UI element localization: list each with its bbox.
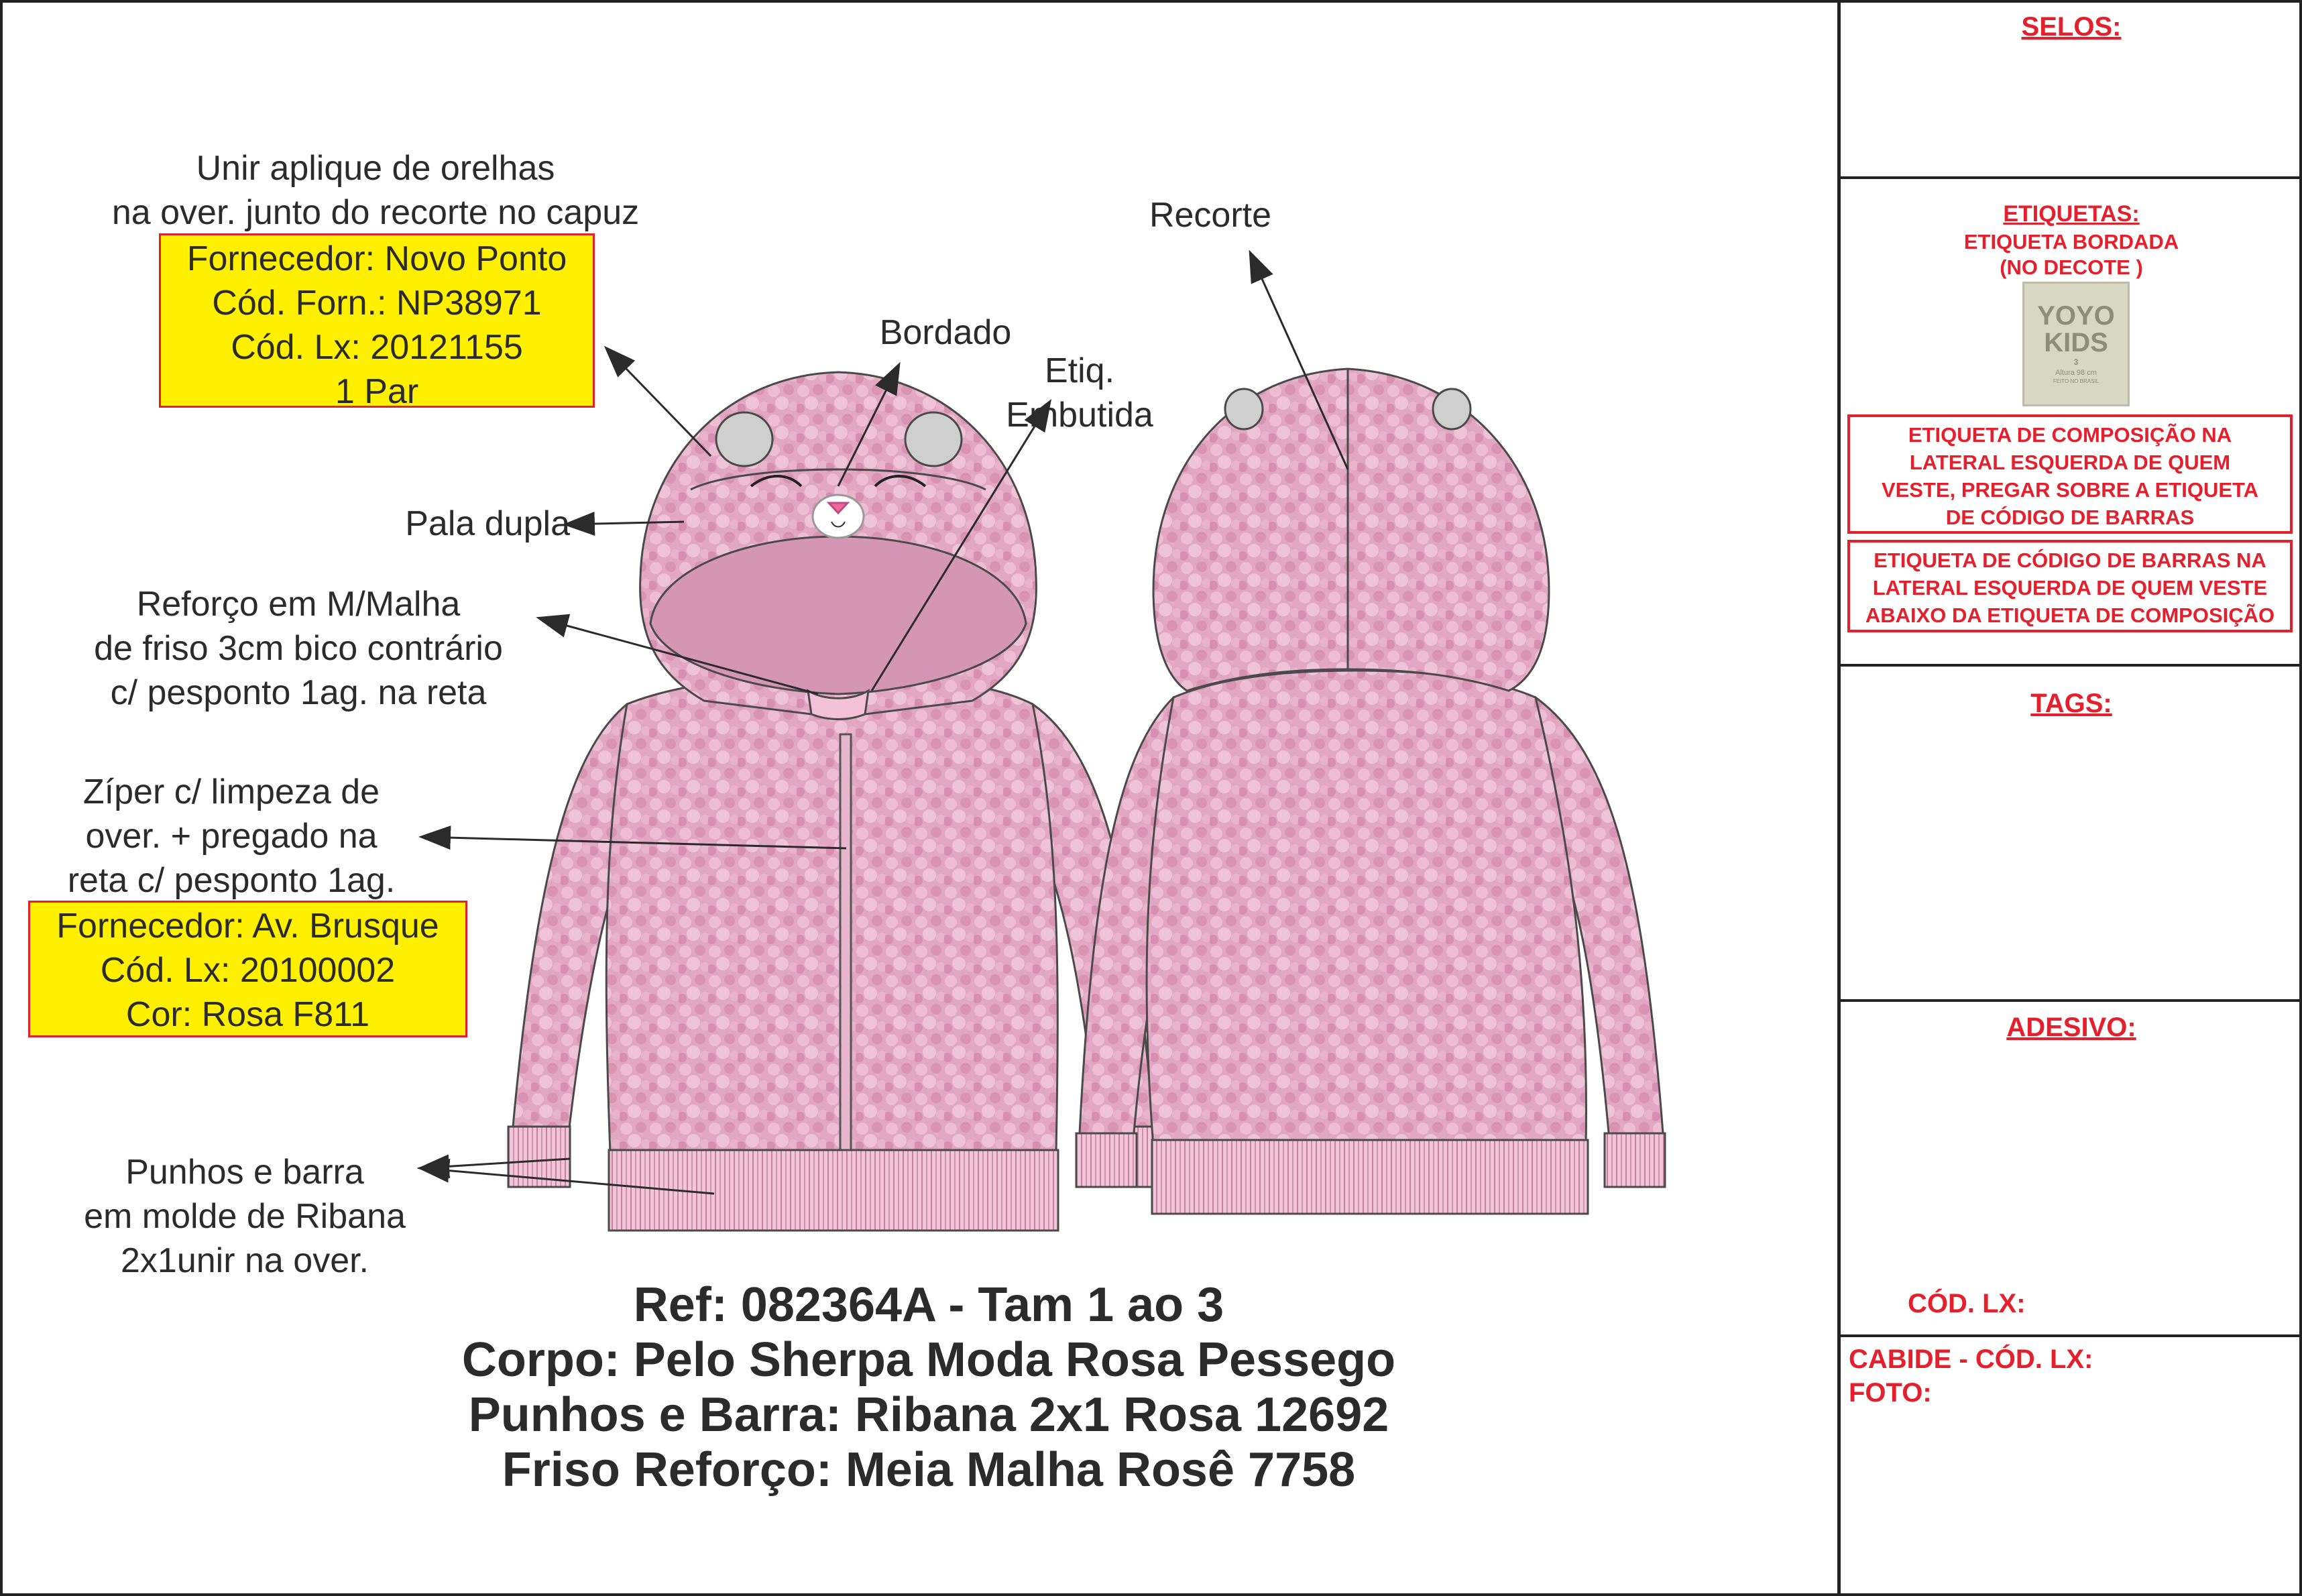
ear-right [905,412,962,466]
spec-friso: Friso Reforço: Meia Malha Rosê 7758 [502,1443,1356,1497]
divider [1837,1334,2302,1337]
back-hood [1153,369,1549,691]
note-etiq-embutida: Etiq. Embutida [1006,351,1153,435]
cabide-label: CABIDE - CÓD. LX: [1849,1345,2093,1374]
back-hem [1152,1140,1588,1214]
supplier-box-brusque: Fornecedor: Av. Brusque Cód. Lx: 20100002 Cor: Rosa F811 [28,901,467,1037]
back-right-cuff [1605,1133,1665,1187]
back-left-cuff [1076,1133,1137,1187]
front-body [606,677,1057,1153]
spec-block [376,1277,1482,1497]
note-bordado: Bordado [879,313,1012,352]
note-ziper: Zíper c/ limpeza de over. + pregado na reta c/ pesponto 1ag. [67,773,396,900]
note-pala-dupla: Pala dupla [405,504,570,543]
note-aplique: Unir aplique de orelhas na over. junto do recorte no capuz [111,149,640,232]
spec-ref: Ref: 082364A - Tam 1 ao 3 [633,1278,1224,1332]
ear-left [716,412,772,466]
back-view [1076,369,1665,1214]
divider [1837,176,2302,179]
foto-label: FOTO: [1849,1378,1932,1408]
note-reforco: Reforço em M/Malha de friso 3cm bico contrário c/ pesponto 1ag. na reta [94,585,503,712]
etiqueta-bordada-text: ETIQUETA BORDADA (NO DECOTE ) [1963,230,2179,279]
codigo-barras-instruction: ETIQUETA DE CÓDIGO DE BARRAS NA LATERAL ESQUERDA DE QUEM VESTE ABAIXO DA ETIQUETA DE COMPOSIÇÃO [1847,540,2293,632]
note-recorte: Recorte [1149,196,1272,235]
spec-punhos: Punhos e Barra: Ribana 2x1 Rosa 12692 [468,1388,1389,1442]
divider [1837,999,2302,1002]
cod-lx-label: CÓD. LX: [1908,1289,2026,1318]
front-view [508,372,1156,1231]
note-punhos: Punhos e barra em molde de Ribana 2x1unir na over. [84,1153,406,1280]
spec-corpo: Corpo: Pelo Sherpa Moda Rosa Pessego [461,1333,1396,1387]
supplier-box-novo-ponto: Fornecedor: Novo Ponto Cód. Forn.: NP38971 Cód. Lx: 20121155 1 Par [159,233,595,408]
tags-title: TAGS: [2030,689,2112,718]
divider [1837,664,2302,667]
adesivo-title: ADESIVO: [2006,1013,2136,1042]
etiquetas-title: ETIQUETAS: [2003,201,2140,227]
selos-title: SELOS: [2021,12,2122,42]
back-body [1147,671,1587,1147]
brand-label-image: YOYO KIDS 3 Altura 98 cm FEITO NO BRASIL [2022,282,2130,406]
composicao-instruction: ETIQUETA DE COMPOSIÇÃO NA LATERAL ESQUERDA DE QUEM VESTE, PREGAR SOBRE A ETIQUETA DE CÓDIGO DE BARRAS [1847,414,2293,534]
